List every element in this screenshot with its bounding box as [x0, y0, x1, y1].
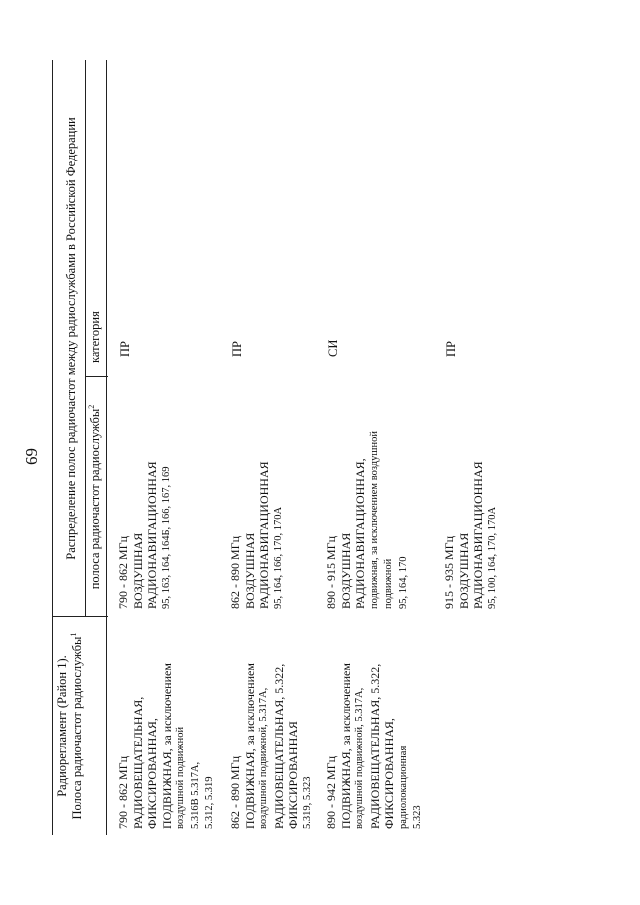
rr-band-line: 5.316В 5.317А,: [189, 761, 201, 829]
header-rf-band: полоса радиочастот радиослужбы$^2$: [86, 404, 102, 590]
rr-band-line: 5.323: [412, 805, 423, 829]
rr-band-line: РАДИОВЕЩАТЕЛЬНАЯ,: [130, 696, 145, 829]
rf-band-cell: [228, 461, 286, 609]
rf-band-line: 915 - 935 МГц: [442, 535, 456, 609]
rf-band-line: 95, 164, 166, 170, 170А: [272, 506, 284, 609]
rr-band-line: воздушной подвижной: [175, 726, 186, 829]
rf-band-cell: [324, 431, 411, 609]
header-rr-subtitle: Полоса радиочастот радиослужбы$^1$: [68, 632, 84, 820]
footnote-mark-1: 1: [68, 632, 78, 637]
header-bottom-rule: [106, 60, 107, 835]
rf-band-line: 95, 163, 164, 164Б, 166, 167, 169: [160, 466, 172, 609]
rr-band-line: ПОДВИЖНАЯ, за исключением: [159, 663, 174, 829]
rr-band-line: воздушной подвижной, 5.317А,: [258, 687, 269, 829]
rf-band-line: ВОЗДУШНАЯ: [130, 532, 145, 609]
rf-band-line: ВОЗДУШНАЯ: [456, 532, 471, 609]
header-category: категория: [88, 311, 102, 363]
category-value: ПР: [444, 341, 458, 357]
rr-band-cell: [228, 663, 315, 829]
footnote-mark-2: 2: [86, 404, 96, 409]
rr-band-cell: [324, 663, 426, 829]
rf-band-line: РАДИОНАВИГАЦИОННАЯ: [257, 461, 271, 609]
rr-band-cell: [116, 663, 218, 829]
rf-band-line: подвижной: [383, 558, 394, 609]
rr-band-line: РАДИОВЕЩАТЕЛЬНАЯ, 5.322,: [367, 663, 382, 829]
rf-band-line: 862 - 890 МГц: [228, 535, 242, 609]
table-top-rule: [52, 60, 53, 835]
category-value: ПР: [118, 341, 132, 357]
rr-band-line: 890 - 942 МГц: [324, 755, 338, 829]
category-value: СИ: [326, 339, 340, 357]
rf-band-line: 95, 100, 164, 170, 170А: [486, 506, 498, 609]
header-rr-block: [55, 617, 85, 835]
rf-band-line: ВОЗДУШНАЯ: [242, 532, 257, 609]
rr-band-line: 5.319, 5.323: [301, 776, 313, 829]
rf-band-line: РАДИОНАВИГАЦИОННАЯ,: [353, 458, 367, 609]
rr-band-line: радиолокационная: [397, 745, 409, 829]
header-rr-title: Радиорегламент (Район 1).: [55, 655, 69, 797]
category-value: ПР: [230, 341, 244, 357]
rr-band-line: 862 - 890 МГц: [228, 755, 242, 829]
rr-band-line: РАДИОВЕЩАТЕЛЬНАЯ, 5.322,: [271, 663, 286, 829]
rr-band-line: 5.312, 5.319: [204, 776, 215, 829]
rf-band-cell: [442, 461, 500, 609]
subheader-rule: [85, 60, 86, 617]
rr-band-line: ПОДВИЖНАЯ, за исключением: [242, 663, 257, 829]
rr-band-line: ФИКСИРОВАННАЯ: [286, 721, 300, 829]
rr-band-line: воздушной подвижной, 5.317А,: [354, 687, 365, 829]
rf-band-line: РАДИОНАВИГАЦИОННАЯ: [145, 461, 159, 609]
rr-band-line: ПОДВИЖНАЯ, за исключением: [338, 663, 353, 829]
rr-band-line: 790 - 862 МГц: [116, 755, 130, 829]
rf-band-cell: [116, 461, 174, 609]
rr-band-line: ФИКСИРОВАННАЯ,: [382, 718, 396, 829]
rf-band-line: 95, 164, 170: [397, 556, 409, 609]
rf-band-line: подвижная, за исключением воздушной: [368, 431, 380, 609]
header-rf-title: Распределение полос радиочастот между радиослужбами в Российской Федерации: [64, 117, 78, 560]
rr-band-line: ФИКСИРОВАННАЯ,: [145, 718, 159, 829]
rf-band-line: ВОЗДУШНАЯ: [338, 532, 353, 609]
rf-band-line: 890 - 915 МГц: [324, 535, 338, 609]
page-number: 69: [22, 448, 41, 465]
rf-band-line: РАДИОНАВИГАЦИОННАЯ: [471, 461, 485, 609]
rf-band-line: 790 - 862 МГц: [116, 535, 130, 609]
